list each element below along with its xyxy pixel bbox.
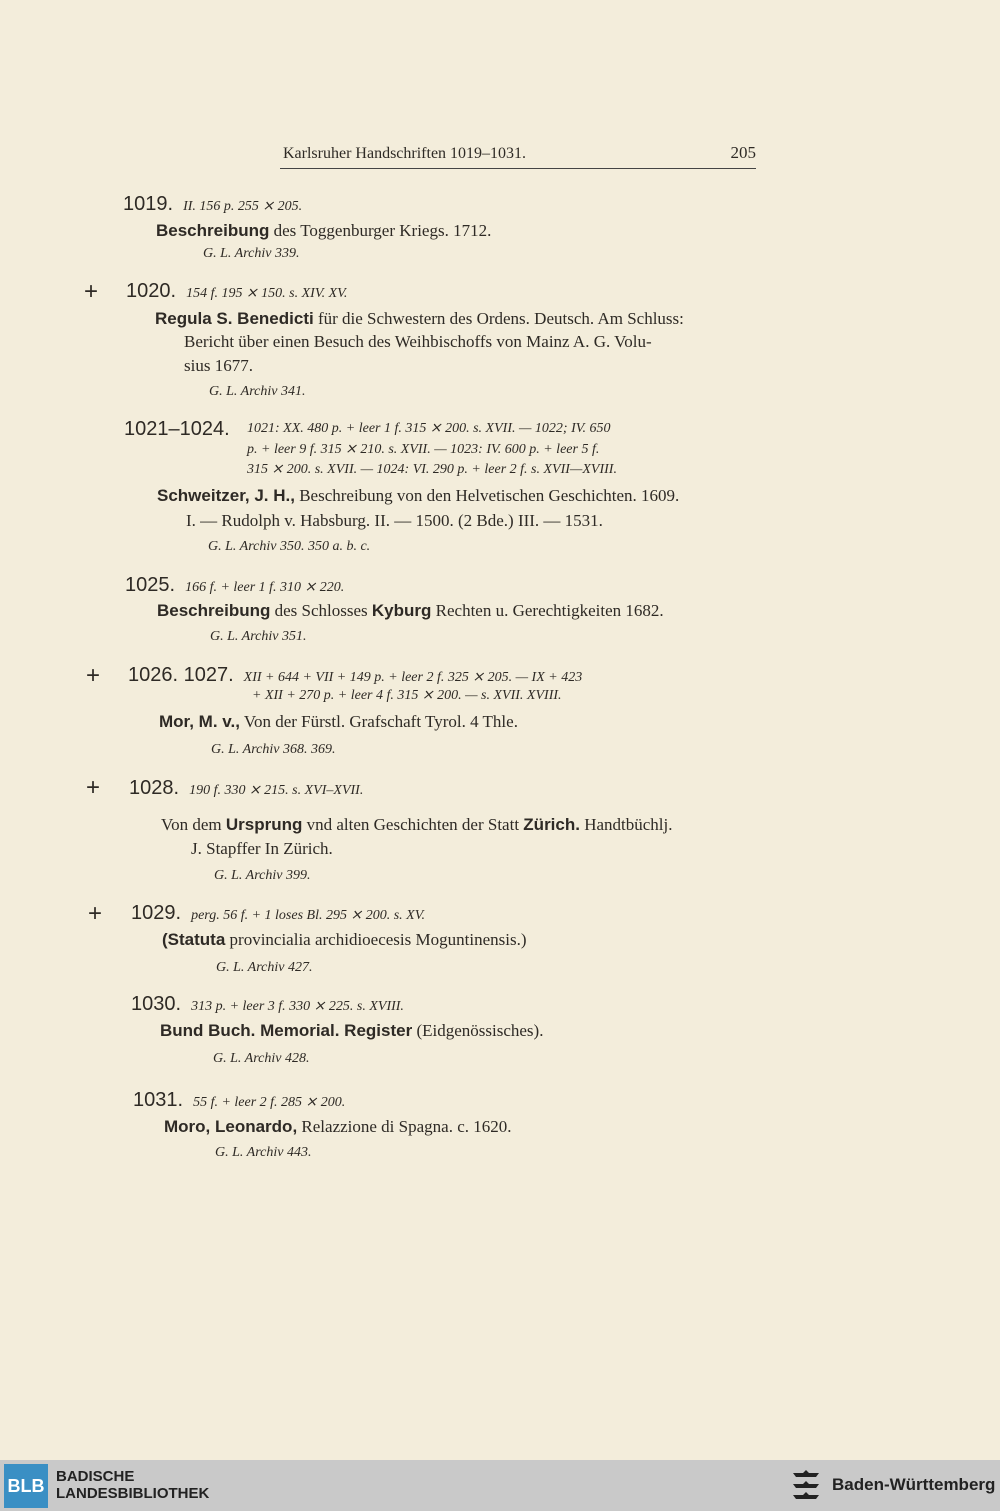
state-name[interactable]: Baden-Württemberg (832, 1475, 996, 1494)
entry-number: 1021–1024. (124, 418, 230, 440)
plus-mark: + (86, 774, 101, 801)
library-name[interactable] (56, 1468, 209, 1502)
blb-logo[interactable]: BLB (4, 1464, 48, 1508)
entry-title-text: vnd alten Geschichten der Statt (302, 815, 524, 834)
library-name-line1: BADISCHE (56, 1468, 135, 1485)
entry-title-text: Rechten u. Gerechtigkeiten 1682. (431, 601, 664, 620)
entry-number: 1031. (133, 1089, 184, 1111)
entry-number: 1020. (126, 280, 177, 302)
entry-title-text: Von der Fürstl. Grafschaft Tyrol. 4 Thle. (239, 712, 518, 731)
entry-archiv-ref: G. L. Archiv 443. (215, 1145, 312, 1160)
library-name-line2: LANDESBIBLIOTHEK (56, 1485, 210, 1502)
entry-title-text: I. — Rudolph v. Habsburg. II. — 1500. (2 Bde.) III. — 1531. (186, 511, 603, 530)
entry-physical-description: II. 156 p. 255 ⨯ 205. (183, 199, 303, 214)
entry-title-text: Handtbüchlj. (579, 815, 673, 834)
entry-title-text: für die Schwestern des Ordens. Deutsch. Am Schluss: (313, 309, 684, 328)
entry-physical-description: 1021: XX. 480 p. + leer 1 f. 315 ⨯ 200. s. XVII. — 1022; IV. 650 (247, 421, 611, 436)
entry-archiv-ref: G. L. Archiv 427. (216, 960, 313, 975)
page-number: 205 (730, 143, 756, 162)
entry-title-text: des Toggenburger Kriegs. 1712. (269, 221, 492, 240)
entry-title-text: Bericht über einen Besuch des Weihbischoffs von Mainz A. G. Volu- (184, 332, 652, 351)
entry-number: 1026. 1027. (128, 664, 234, 686)
entry-number: 1029. (131, 902, 182, 924)
entry-archiv-ref: G. L. Archiv 368. 369. (211, 742, 336, 757)
footer-bar (0, 1460, 1000, 1511)
entry-title-text: sius 1677. (184, 356, 253, 375)
entry-archiv-ref: G. L. Archiv 339. (203, 246, 300, 261)
entry-physical-description: 55 f. + leer 2 f. 285 ⨯ 200. (193, 1095, 346, 1110)
entry-title-bold: Schweitzer, J. H., (157, 486, 295, 505)
entry-physical-description: 154 f. 195 ⨯ 150. s. XIV. XV. (186, 286, 348, 301)
plus-mark: + (84, 278, 99, 305)
entry-title-bold: Moro, Leonardo, (164, 1117, 298, 1136)
entry-title-bold: (Statuta (162, 930, 226, 949)
entry-title-bold: Beschreibung (156, 221, 270, 240)
entry-physical-description: 166 f. + leer 1 f. 310 ⨯ 220. (185, 580, 345, 595)
entry-physical-description: 315 ⨯ 200. s. XVII. — 1024: VI. 290 p. + leer 2 f. s. XVII—XVIII. (247, 462, 617, 477)
entry-physical-description: XII + 644 + VII + 149 p. + leer 2 f. 325 ⨯ 205. — IX + 423 (243, 670, 583, 685)
entry-archiv-ref: G. L. Archiv 399. (214, 868, 311, 883)
baden-wuerttemberg-lions-icon (790, 1468, 822, 1504)
entry-title-bold: Kyburg (371, 601, 432, 620)
entry-archiv-ref: G. L. Archiv 351. (210, 629, 307, 644)
entry-title-bold: Regula S. Benedicti (155, 309, 314, 328)
entry-title-bold: Mor, M. v., (159, 712, 240, 731)
entry-title-text: (Eidgenössisches). (412, 1021, 544, 1040)
entry-title-text: provincialia archidioecesis Moguntinensis.) (225, 930, 527, 949)
entry-title-text: Von dem (161, 815, 226, 834)
entry-physical-description: 313 p. + leer 3 f. 330 ⨯ 225. s. XVIII. (191, 999, 404, 1014)
entry-number: 1028. (129, 777, 180, 799)
entry-title-text: J. Stapffer In Zürich. (191, 839, 333, 858)
entry-number: 1025. (125, 574, 176, 596)
entry-title-text: des Schlosses (270, 601, 372, 620)
header-rule (280, 168, 756, 169)
entry-title-bold: Zürich. (523, 815, 580, 834)
entry-number: 1030. (131, 993, 182, 1015)
entry-title-bold: Beschreibung (157, 601, 271, 620)
entry-title-bold: Ursprung (225, 815, 303, 834)
entry-physical-description: perg. 56 f. + 1 loses Bl. 295 ⨯ 200. s. XV. (191, 908, 425, 923)
entry-archiv-ref: G. L. Archiv 428. (213, 1051, 310, 1066)
entry-physical-description: + XII + 270 p. + leer 4 f. 315 ⨯ 200. — s. XVII. XVIII. (252, 688, 562, 703)
plus-mark: + (86, 662, 101, 689)
entry-archiv-ref: G. L. Archiv 350. 350 a. b. c. (208, 539, 371, 554)
entry-title-bold: Bund Buch. Memorial. Register (160, 1021, 413, 1040)
header-title: Karlsruher Handschriften 1019–1031. (283, 145, 527, 162)
entry-title-text: Beschreibung von den Helvetischen Geschichten. 1609. (294, 486, 680, 505)
plus-mark: + (88, 900, 103, 927)
entry-physical-description: p. + leer 9 f. 315 ⨯ 210. s. XVII. — 1023: IV. 600 p. + leer 5 f. (247, 442, 600, 457)
entry-physical-description: 190 f. 330 ⨯ 215. s. XVI–XVII. (189, 783, 364, 798)
entry-archiv-ref: G. L. Archiv 341. (209, 384, 306, 399)
entry-number: 1019. (123, 193, 174, 215)
entry-title-text: Relazzione di Spagna. c. 1620. (297, 1117, 512, 1136)
